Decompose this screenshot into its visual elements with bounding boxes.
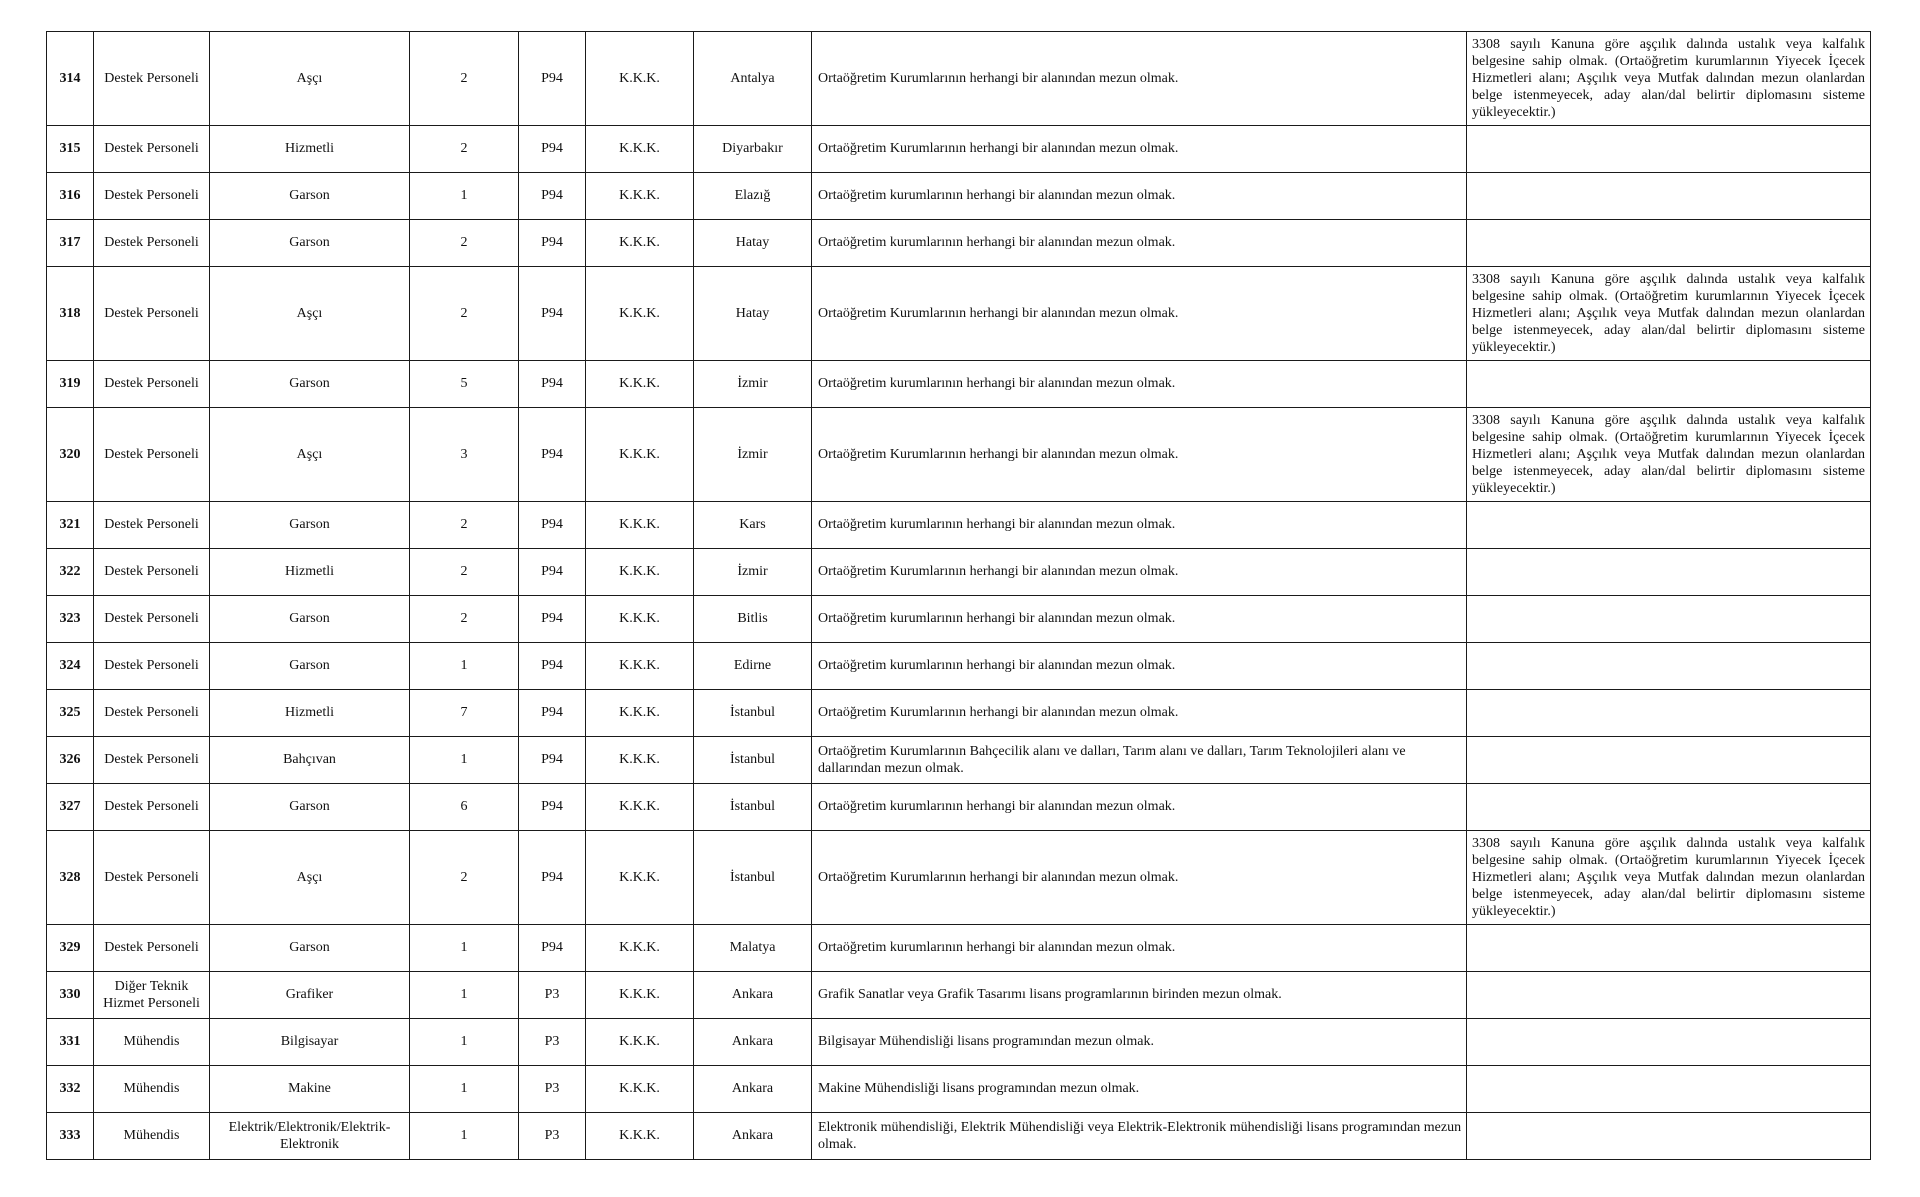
education-level: K.K.K.	[586, 737, 694, 784]
row-number: 318	[47, 267, 94, 361]
special-note: 3308 sayılı Kanuna göre aşçılık dalında ustalık veya kalfalık belgesine sahip olmak. (Ortaöğretim kurumlarının Yiyecek İçecek Hizmetleri alanı; Aşçılık veya Mutfak dalından mezun olanlardan belge istenmeyecek, aday alan/dal belirtir diplomasını sisteme yükleyecektir.)	[1467, 831, 1871, 925]
row-number: 329	[47, 925, 94, 972]
city: Ankara	[694, 1019, 812, 1066]
city: Ankara	[694, 1066, 812, 1113]
score-type: P94	[519, 32, 586, 126]
special-note	[1467, 784, 1871, 831]
city: İstanbul	[694, 831, 812, 925]
position-title: Bilgisayar	[210, 1019, 410, 1066]
city: Kars	[694, 502, 812, 549]
table-row	[47, 173, 1871, 220]
staff-group: Destek Personeli	[94, 549, 210, 596]
special-note: 3308 sayılı Kanuna göre aşçılık dalında ustalık veya kalfalık belgesine sahip olmak. (Ortaöğretim kurumlarının Yiyecek İçecek Hizmetleri alanı; Aşçılık veya Mutfak dalından mezun olanlardan belge istenmeyecek, aday alan/dal belirtir diplomasını sisteme yükleyecektir.)	[1467, 267, 1871, 361]
row-number: 328	[47, 831, 94, 925]
city: İstanbul	[694, 737, 812, 784]
position-count: 2	[410, 126, 519, 173]
table-row	[47, 925, 1871, 972]
position-title: Hizmetli	[210, 126, 410, 173]
qualification: Grafik Sanatlar veya Grafik Tasarımı lisans programlarının birinden mezun olmak.	[812, 972, 1467, 1019]
education-level: K.K.K.	[586, 690, 694, 737]
table-row	[47, 1019, 1871, 1066]
row-number: 333	[47, 1113, 94, 1160]
position-count: 2	[410, 596, 519, 643]
city: İstanbul	[694, 784, 812, 831]
education-level: K.K.K.	[586, 643, 694, 690]
score-type: P94	[519, 126, 586, 173]
qualification: Ortaöğretim Kurumlarının herhangi bir alanından mezun olmak.	[812, 267, 1467, 361]
city: Ankara	[694, 972, 812, 1019]
row-number: 315	[47, 126, 94, 173]
position-title: Makine	[210, 1066, 410, 1113]
table-row	[47, 220, 1871, 267]
score-type: P3	[519, 1066, 586, 1113]
special-note	[1467, 173, 1871, 220]
city: İstanbul	[694, 690, 812, 737]
staff-group: Mühendis	[94, 1019, 210, 1066]
qualification: Ortaöğretim kurumlarının herhangi bir alanından mezun olmak.	[812, 173, 1467, 220]
position-count: 1	[410, 173, 519, 220]
position-count: 2	[410, 831, 519, 925]
positions-table	[46, 31, 1871, 1160]
staff-group: Destek Personeli	[94, 361, 210, 408]
position-count: 1	[410, 925, 519, 972]
score-type: P3	[519, 972, 586, 1019]
qualification: Ortaöğretim kurumlarının herhangi bir alanından mezun olmak.	[812, 643, 1467, 690]
position-count: 7	[410, 690, 519, 737]
special-note	[1467, 737, 1871, 784]
position-title: Garson	[210, 173, 410, 220]
row-number: 324	[47, 643, 94, 690]
qualification: Ortaöğretim Kurumlarının herhangi bir alanından mezun olmak.	[812, 32, 1467, 126]
position-title: Garson	[210, 361, 410, 408]
row-number: 332	[47, 1066, 94, 1113]
position-title: Aşçı	[210, 267, 410, 361]
row-number: 323	[47, 596, 94, 643]
qualification: Ortaöğretim Kurumlarının herhangi bir alanından mezun olmak.	[812, 831, 1467, 925]
score-type: P94	[519, 831, 586, 925]
qualification: Makine Mühendisliği lisans programından mezun olmak.	[812, 1066, 1467, 1113]
score-type: P94	[519, 408, 586, 502]
row-number: 322	[47, 549, 94, 596]
table-row	[47, 972, 1871, 1019]
row-number: 326	[47, 737, 94, 784]
position-title: Garson	[210, 220, 410, 267]
score-type: P3	[519, 1113, 586, 1160]
position-count: 2	[410, 549, 519, 596]
special-note	[1467, 925, 1871, 972]
table-row	[47, 126, 1871, 173]
staff-group: Destek Personeli	[94, 643, 210, 690]
table-row	[47, 784, 1871, 831]
city: İzmir	[694, 361, 812, 408]
qualification: Ortaöğretim Kurumlarının herhangi bir alanından mezun olmak.	[812, 690, 1467, 737]
qualification: Elektronik mühendisliği, Elektrik Mühendisliği veya Elektrik-Elektronik mühendisliği lisans programından mezun olmak.	[812, 1113, 1467, 1160]
education-level: K.K.K.	[586, 361, 694, 408]
city: Edirne	[694, 643, 812, 690]
position-title: Aşçı	[210, 831, 410, 925]
position-count: 1	[410, 1019, 519, 1066]
position-title: Elektrik/Elektronik/Elektrik-Elektronik	[210, 1113, 410, 1160]
qualification: Ortaöğretim Kurumlarının herhangi bir alanından mezun olmak.	[812, 549, 1467, 596]
row-number: 319	[47, 361, 94, 408]
position-title: Garson	[210, 596, 410, 643]
position-title: Bahçıvan	[210, 737, 410, 784]
special-note	[1467, 1066, 1871, 1113]
table-row	[47, 408, 1871, 502]
staff-group: Destek Personeli	[94, 596, 210, 643]
score-type: P94	[519, 220, 586, 267]
city: Ankara	[694, 1113, 812, 1160]
education-level: K.K.K.	[586, 1019, 694, 1066]
position-count: 2	[410, 220, 519, 267]
qualification: Ortaöğretim kurumlarının herhangi bir alanından mezun olmak.	[812, 502, 1467, 549]
position-title: Garson	[210, 784, 410, 831]
table-row	[47, 596, 1871, 643]
position-count: 1	[410, 737, 519, 784]
special-note	[1467, 126, 1871, 173]
table-row	[47, 1113, 1871, 1160]
score-type: P94	[519, 549, 586, 596]
special-note	[1467, 1019, 1871, 1066]
qualification: Ortaöğretim kurumlarının herhangi bir alanından mezun olmak.	[812, 925, 1467, 972]
special-note	[1467, 972, 1871, 1019]
staff-group: Destek Personeli	[94, 220, 210, 267]
score-type: P3	[519, 1019, 586, 1066]
staff-group: Destek Personeli	[94, 737, 210, 784]
score-type: P94	[519, 690, 586, 737]
table-row	[47, 361, 1871, 408]
staff-group: Mühendis	[94, 1066, 210, 1113]
qualification: Ortaöğretim kurumlarının herhangi bir alanından mezun olmak.	[812, 596, 1467, 643]
education-level: K.K.K.	[586, 972, 694, 1019]
education-level: K.K.K.	[586, 502, 694, 549]
score-type: P94	[519, 173, 586, 220]
position-count: 1	[410, 1113, 519, 1160]
staff-group: Destek Personeli	[94, 408, 210, 502]
education-level: K.K.K.	[586, 267, 694, 361]
education-level: K.K.K.	[586, 784, 694, 831]
position-title: Garson	[210, 502, 410, 549]
position-count: 2	[410, 32, 519, 126]
row-number: 321	[47, 502, 94, 549]
position-title: Garson	[210, 925, 410, 972]
staff-group: Destek Personeli	[94, 502, 210, 549]
special-note: 3308 sayılı Kanuna göre aşçılık dalında ustalık veya kalfalık belgesine sahip olmak. (Ortaöğretim kurumlarının Yiyecek İçecek Hizmetleri alanı; Aşçılık veya Mutfak dalından mezun olanlardan belge istenmeyecek, aday alan/dal belirtir diplomasını sisteme yükleyecektir.)	[1467, 32, 1871, 126]
row-number: 320	[47, 408, 94, 502]
staff-group: Destek Personeli	[94, 173, 210, 220]
qualification: Ortaöğretim Kurumlarının herhangi bir alanından mezun olmak.	[812, 126, 1467, 173]
table-row	[47, 690, 1871, 737]
qualification: Ortaöğretim Kurumlarının Bahçecilik alanı ve dalları, Tarım alanı ve dalları, Tarım Teknolojileri alanı ve dallarından mezun olmak.	[812, 737, 1467, 784]
row-number: 331	[47, 1019, 94, 1066]
score-type: P94	[519, 596, 586, 643]
special-note	[1467, 220, 1871, 267]
education-level: K.K.K.	[586, 1066, 694, 1113]
position-title: Grafiker	[210, 972, 410, 1019]
city: Malatya	[694, 925, 812, 972]
city: Antalya	[694, 32, 812, 126]
education-level: K.K.K.	[586, 32, 694, 126]
education-level: K.K.K.	[586, 408, 694, 502]
staff-group: Destek Personeli	[94, 690, 210, 737]
score-type: P94	[519, 267, 586, 361]
education-level: K.K.K.	[586, 220, 694, 267]
table-row	[47, 32, 1871, 126]
table-row	[47, 831, 1871, 925]
table-row	[47, 502, 1871, 549]
education-level: K.K.K.	[586, 831, 694, 925]
city: Bitlis	[694, 596, 812, 643]
row-number: 316	[47, 173, 94, 220]
score-type: P94	[519, 643, 586, 690]
position-count: 3	[410, 408, 519, 502]
education-level: K.K.K.	[586, 126, 694, 173]
score-type: P94	[519, 502, 586, 549]
position-title: Hizmetli	[210, 690, 410, 737]
row-number: 317	[47, 220, 94, 267]
staff-group: Destek Personeli	[94, 32, 210, 126]
city: Hatay	[694, 220, 812, 267]
staff-group: Destek Personeli	[94, 784, 210, 831]
staff-group: Destek Personeli	[94, 831, 210, 925]
staff-group: Destek Personeli	[94, 267, 210, 361]
position-title: Hizmetli	[210, 549, 410, 596]
position-count: 2	[410, 502, 519, 549]
row-number: 330	[47, 972, 94, 1019]
special-note	[1467, 502, 1871, 549]
staff-group: Diğer Teknik Hizmet Personeli	[94, 972, 210, 1019]
position-count: 2	[410, 267, 519, 361]
qualification: Bilgisayar Mühendisliği lisans programından mezun olmak.	[812, 1019, 1467, 1066]
table-row	[47, 1066, 1871, 1113]
special-note	[1467, 361, 1871, 408]
score-type: P94	[519, 925, 586, 972]
position-count: 5	[410, 361, 519, 408]
staff-group: Destek Personeli	[94, 925, 210, 972]
score-type: P94	[519, 361, 586, 408]
row-number: 314	[47, 32, 94, 126]
special-note	[1467, 643, 1871, 690]
row-number: 325	[47, 690, 94, 737]
staff-group: Destek Personeli	[94, 126, 210, 173]
city: Elazığ	[694, 173, 812, 220]
table-row	[47, 643, 1871, 690]
special-note	[1467, 690, 1871, 737]
staff-group: Mühendis	[94, 1113, 210, 1160]
special-note	[1467, 1113, 1871, 1160]
city: Hatay	[694, 267, 812, 361]
qualification: Ortaöğretim kurumlarının herhangi bir alanından mezun olmak.	[812, 784, 1467, 831]
qualification: Ortaöğretim Kurumlarının herhangi bir alanından mezun olmak.	[812, 408, 1467, 502]
qualification: Ortaöğretim kurumlarının herhangi bir alanından mezun olmak.	[812, 361, 1467, 408]
special-note	[1467, 596, 1871, 643]
score-type: P94	[519, 737, 586, 784]
position-title: Aşçı	[210, 408, 410, 502]
table-row	[47, 737, 1871, 784]
education-level: K.K.K.	[586, 549, 694, 596]
special-note: 3308 sayılı Kanuna göre aşçılık dalında ustalık veya kalfalık belgesine sahip olmak. (Ortaöğretim kurumlarının Yiyecek İçecek Hizmetleri alanı; Aşçılık veya Mutfak dalından mezun olanlardan belge istenmeyecek, aday alan/dal belirtir diplomasını sisteme yükleyecektir.)	[1467, 408, 1871, 502]
position-title: Aşçı	[210, 32, 410, 126]
position-count: 1	[410, 972, 519, 1019]
position-count: 1	[410, 1066, 519, 1113]
education-level: K.K.K.	[586, 1113, 694, 1160]
special-note	[1467, 549, 1871, 596]
education-level: K.K.K.	[586, 173, 694, 220]
education-level: K.K.K.	[586, 596, 694, 643]
position-count: 1	[410, 643, 519, 690]
position-count: 6	[410, 784, 519, 831]
city: İzmir	[694, 408, 812, 502]
position-title: Garson	[210, 643, 410, 690]
row-number: 327	[47, 784, 94, 831]
qualification: Ortaöğretim kurumlarının herhangi bir alanından mezun olmak.	[812, 220, 1467, 267]
score-type: P94	[519, 784, 586, 831]
city: Diyarbakır	[694, 126, 812, 173]
city: İzmir	[694, 549, 812, 596]
education-level: K.K.K.	[586, 925, 694, 972]
table-row	[47, 267, 1871, 361]
table-row	[47, 549, 1871, 596]
